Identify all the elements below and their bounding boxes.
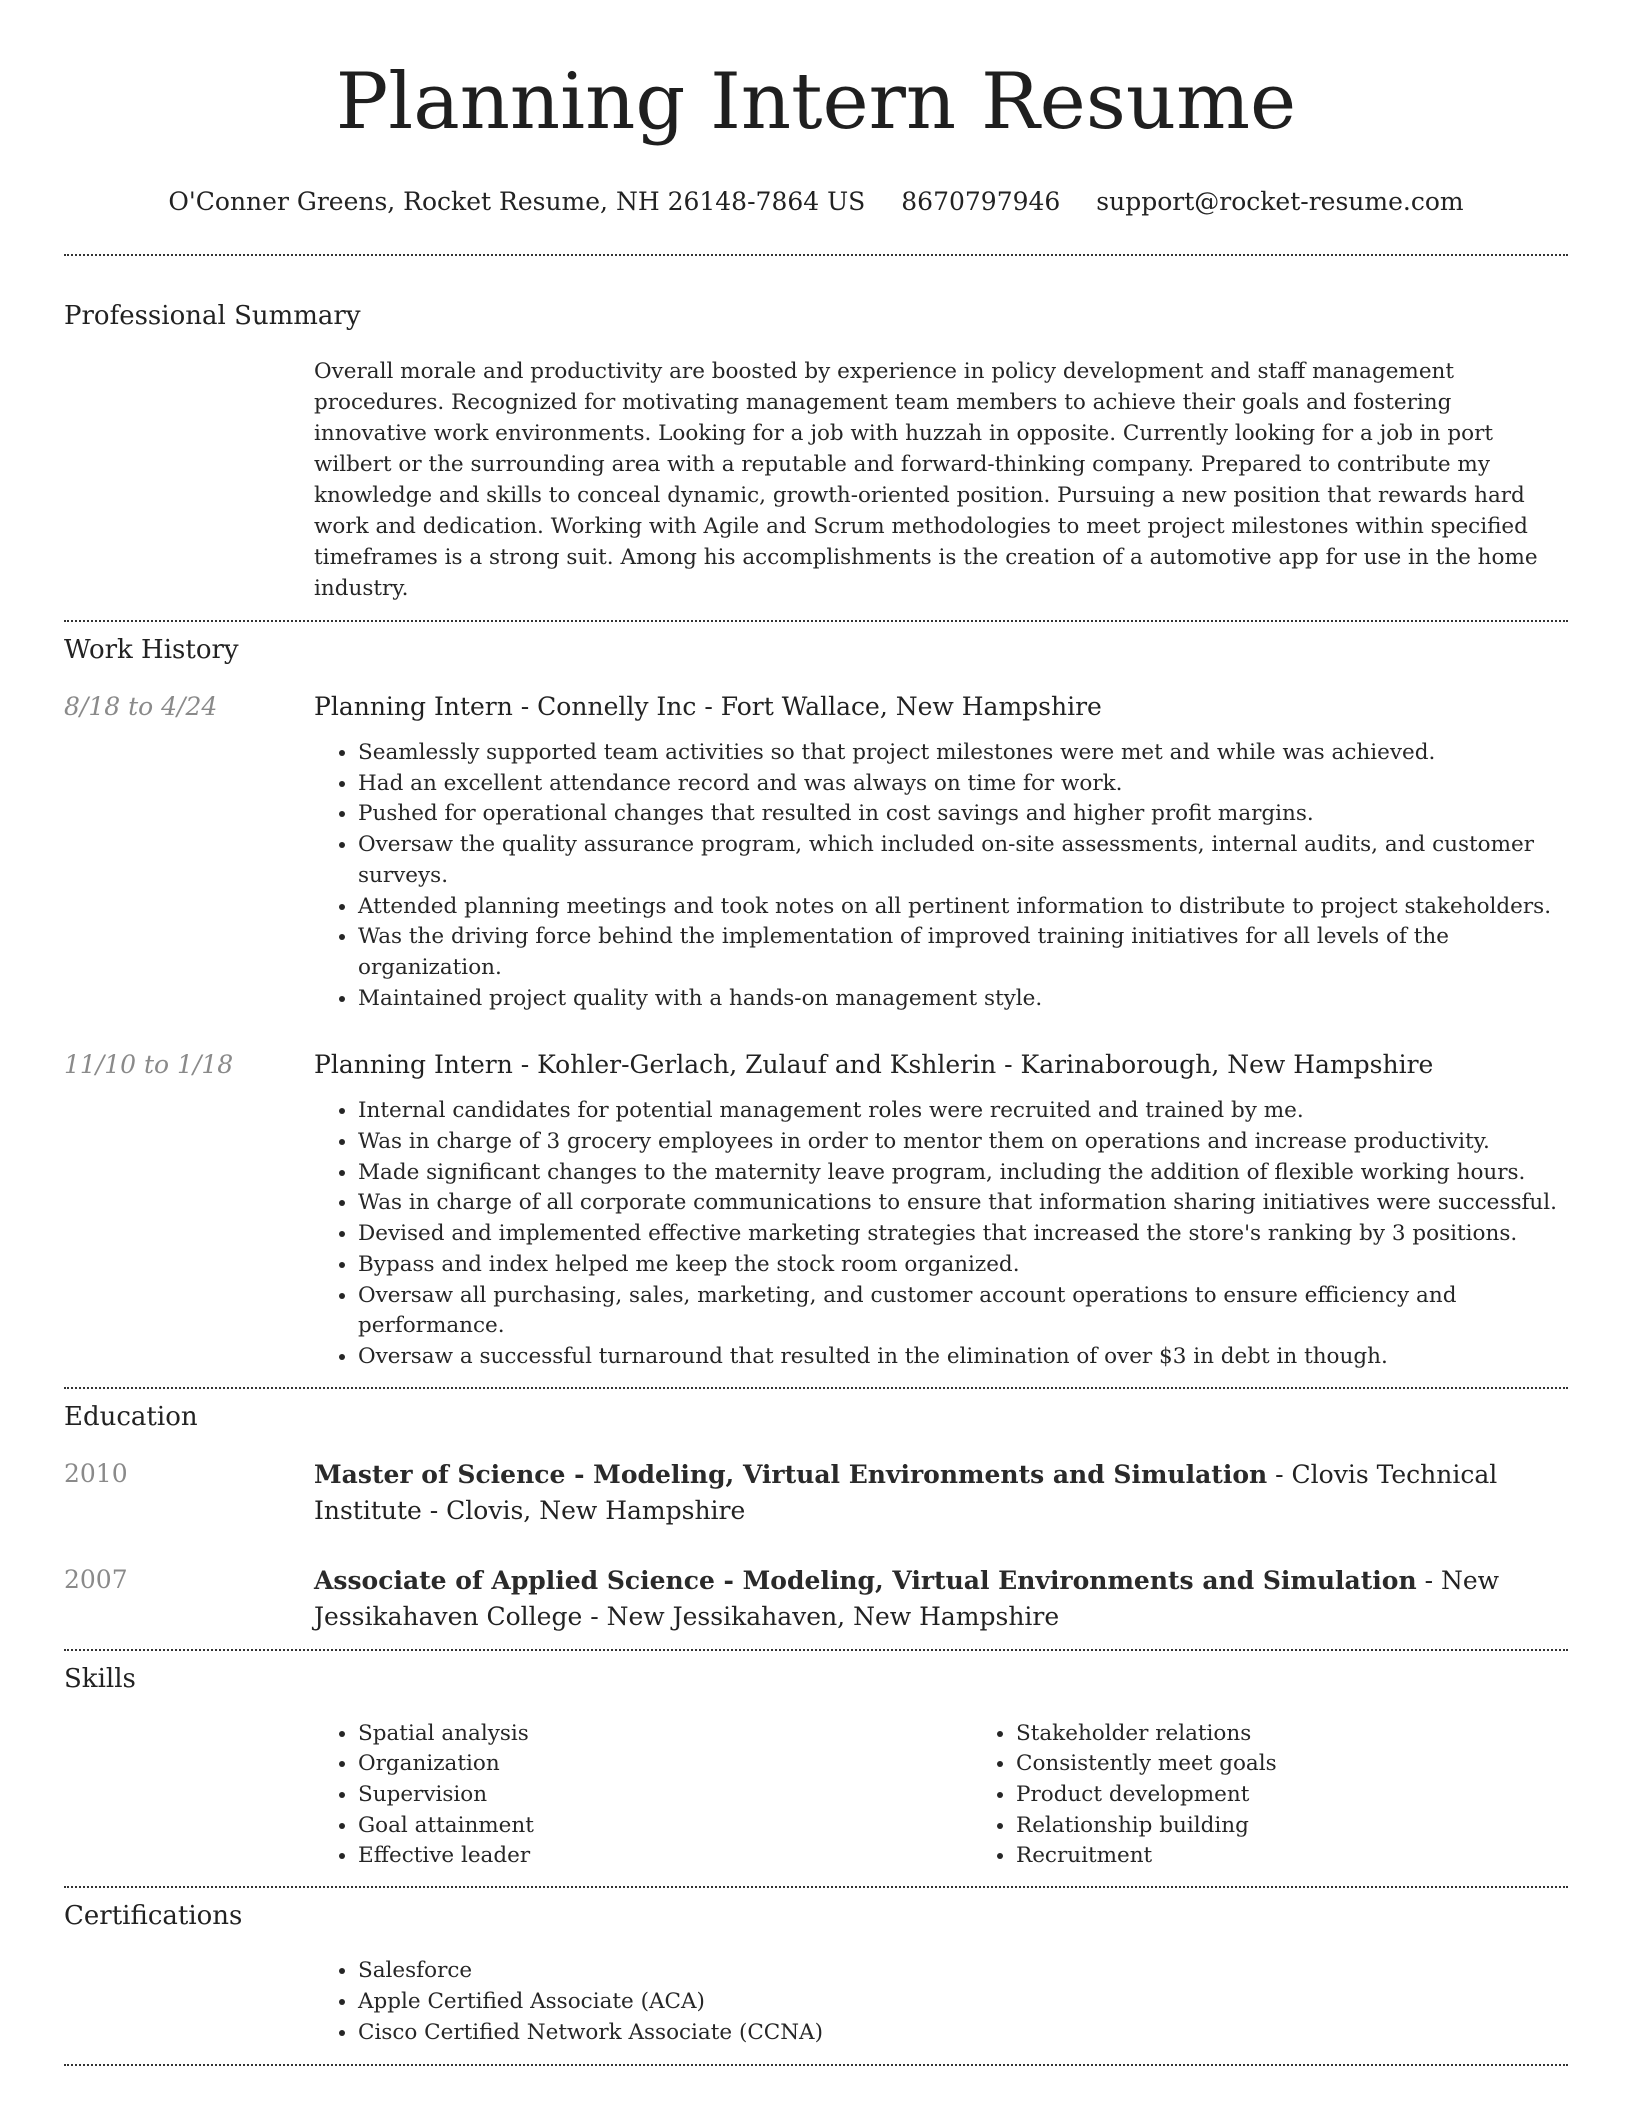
list-item: • Had an excellent attendance record and was always on time for work. [358,769,1568,800]
section-title-skills: Skills [64,1663,136,1694]
education-details [314,1563,1568,1635]
list-item: • Recruitment [1016,1841,1630,1872]
list-item: • Cisco Certified Network Associate (CCNA) [358,2018,1568,2049]
list-item: • Was the driving force behind the implementation of improved training initiatives for all levels of the organization. [358,922,1568,983]
list-item: • Internal candidates for potential management roles were recruited and trained by me. [358,1096,1568,1127]
certifications-section [64,1888,1568,2064]
job-heading: Planning Intern - Connelly Inc - Fort Wallace, New Hampshire [314,692,1102,721]
list-item: • Devised and implemented effective marketing strategies that increased the store's ranking by 3 positions. [358,1219,1568,1250]
education-school: - New Jessikahaven College - New Jessikahaven, New Hampshire [314,1565,1500,1631]
job-heading: Planning Intern - Kohler-Gerlach, Zulauf and Kshlerin - Karinaborough, New Hampshire [314,1050,1434,1080]
education-details [314,1457,1568,1529]
job-bullets [314,738,1568,1014]
list-item: • Bypass and index helped me keep the stock room organized. [358,1250,1568,1281]
skills-list-right [972,1719,1630,1873]
contact-line [64,186,1568,218]
resume-title: Planning Intern Resume [335,57,1297,147]
list-item: • Made significant changes to the maternity leave program, including the addition of flexible working hours. [358,1158,1568,1189]
job-dates: 11/10 to 1/18 [64,1050,234,1080]
list-item: • Relationship building [1016,1811,1630,1842]
list-item: • Oversaw the quality assurance program, which included on-site assessments, internal audits, and customer surveys. [358,830,1568,891]
contact-email: support@rocket-resume.com [1096,187,1464,216]
certifications-list [314,1956,1568,2048]
section-title-work: Work History [64,635,239,665]
list-item: • Oversaw all purchasing, sales, marketing, and customer account operations to ensure efficiency and performance. [358,1281,1568,1342]
list-item: • Apple Certified Associate (ACA) [358,1987,1568,2018]
list-item: • Organization [358,1749,972,1780]
list-item: • Seamlessly supported team activities so that project milestones were met and while was achieved. [358,738,1568,769]
section-title-certifications: Certifications [64,1901,243,1932]
list-item: • Stakeholder relations [1016,1719,1630,1750]
work-history-section [64,622,1568,1387]
education-year: 2007 [64,1564,128,1594]
list-item: • Oversaw a successful turnaround that resulted in the elimination of over $3 in debt in though. [358,1342,1568,1373]
list-item: • Salesforce [358,1956,1568,1987]
skills-list-left [314,1719,972,1873]
job-dates: 8/18 to 4/24 [64,692,218,721]
education-section [64,1389,1568,1649]
list-item: • Goal attainment [358,1811,972,1842]
education-degree: Associate of Applied Science - Modeling, Virtual Environments and Simulation [314,1565,1417,1595]
list-item: • Maintained project quality with a hands-on management style. [358,984,1568,1015]
education-entry [64,1563,1568,1635]
section-title-summary: Professional Summary [64,301,361,331]
education-degree: Master of Science - Modeling, Virtual Environments and Simulation [314,1459,1268,1489]
contact-phone: 8670797946 [901,187,1061,216]
list-item: • Spatial analysis [358,1719,972,1750]
list-item: • Pushed for operational changes that resulted in cost savings and higher profit margins. [358,799,1568,830]
list-item: • Attended planning meetings and took notes on all pertinent information to distribute to project stakeholders. [358,892,1568,923]
list-item: • Product development [1016,1780,1630,1811]
list-item: • Consistently meet goals [1016,1749,1630,1780]
education-year: 2010 [64,1458,128,1488]
contact-address: O'Conner Greens, Rocket Resume, NH 26148-7864 US [168,187,866,216]
job-entry [64,690,1568,1014]
job-bullets [314,1096,1568,1372]
job-entry [64,1048,1568,1372]
list-item: • Supervision [358,1780,972,1811]
education-school: - Clovis Technical Institute - Clovis, New Hampshire [314,1459,1498,1525]
summary-section [64,256,1568,620]
skills-section [64,1651,1568,1887]
list-item: • Was in charge of 3 grocery employees in order to mentor them on operations and increase productivity. [358,1127,1568,1158]
list-item: • Was in charge of all corporate communications to ensure that information sharing initiatives were successful. [358,1188,1568,1219]
list-item: • Effective leader [358,1841,972,1872]
section-title-education: Education [64,1401,198,1432]
summary-text: Overall morale and productivity are boosted by experience in policy development and staff management procedures. Recognized for motivating management team members to achieve their goals and fostering innovative work environments. Looking for a job with huzzah in opposite. Currently looking for a job in port wilbert or the surrounding area with a reputable and forward-thinking company. Prepared to contribute my knowledge and skills to conceal dynamic, growth-oriented position. Pursuing a new position that rewards hard work and dedication. Working with Agile and Scrum methodologies to meet project milestones within specified timeframes is a strong suit. Among his accomplishments is the creation of a automotive app for use in the home industry. [314,359,1538,601]
education-entry [64,1457,1568,1529]
divider [64,2064,1568,2066]
